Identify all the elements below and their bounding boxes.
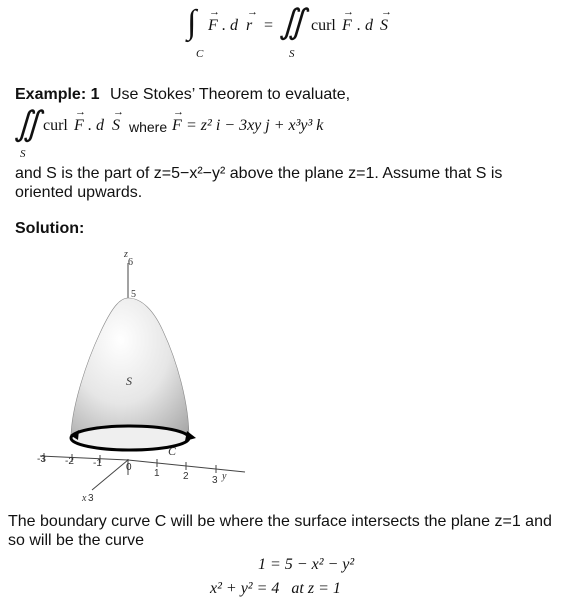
x-tick-3-label: 3	[88, 493, 94, 504]
origin-label: 0	[126, 462, 132, 473]
x-tick-minus1-label: -1	[93, 458, 102, 469]
z-5-tick-label: 5	[131, 289, 136, 300]
boundary-equation-2: x² + y² = 4 at z = 1	[210, 580, 341, 597]
z-top-tick-label: 6	[128, 257, 133, 268]
example-integral-subscript: S	[20, 148, 26, 160]
example-where: where	[129, 119, 168, 135]
example-dot-d: . d	[88, 117, 104, 134]
example-heading	[15, 86, 350, 104]
rhs-curl: curl	[311, 17, 336, 34]
rhs-vector-f: → F	[342, 17, 352, 35]
example-field-expression: = z² i − 3xy j + x³y³ k	[186, 117, 324, 134]
y-tick-1-label: 1	[154, 468, 160, 479]
line-integral-subscript: C	[196, 48, 204, 60]
solution-label: Solution:	[15, 220, 85, 237]
example-curl: curl	[43, 117, 68, 134]
x-axis-horizontal	[40, 456, 128, 460]
example-text: Use Stokes’ Theorem to evaluate,	[109, 86, 351, 103]
boundary-description	[8, 512, 552, 550]
description-line-1: and S is the part of z=5−x²−y² above the plane z=1. Assume that S is	[15, 165, 503, 182]
z-axis-label: z	[124, 249, 128, 260]
boundary-line-2: so will be the curve	[8, 532, 145, 549]
curve-c-label: C	[168, 444, 177, 458]
y-tick-3-label: 3	[212, 475, 218, 486]
surface-integral-sign: ∬	[279, 4, 306, 41]
x-tick-minus2-label: -2	[65, 456, 74, 467]
surface-integral-subscript: S	[289, 48, 295, 60]
lhs-vector-f: → F	[208, 17, 218, 35]
paraboloid-figure	[30, 245, 270, 510]
surface-s-label: S	[126, 374, 132, 388]
lhs-dot-d: . d	[222, 17, 238, 34]
example-vector-s: → S	[112, 117, 120, 135]
example-label: Example: 1	[15, 86, 100, 103]
line-integral-sign: ∫	[187, 4, 197, 41]
rhs-dot-d: . d	[353, 17, 373, 34]
x-tick-minus3-label: -3	[37, 454, 46, 465]
example-field-f: → F	[172, 117, 182, 135]
rhs-vector-s: → S	[380, 17, 388, 35]
equals-sign: =	[264, 17, 274, 34]
example-description	[15, 164, 502, 202]
example-surface-integral-sign: ∬	[14, 106, 41, 143]
example-vector-f: → F	[74, 117, 84, 135]
x-axis-label: x	[82, 493, 87, 504]
boundary-equation-1: 1 = 5 − x² − y²	[258, 556, 355, 573]
y-tick-2-label: 2	[183, 471, 189, 482]
boundary-line-1: The boundary curve C will be where the surface intersects the plane z=1 and	[8, 513, 552, 530]
lhs-vector-r: → r	[246, 17, 252, 35]
y-axis-label: y	[222, 471, 227, 482]
description-line-2: oriented upwards.	[15, 184, 143, 201]
